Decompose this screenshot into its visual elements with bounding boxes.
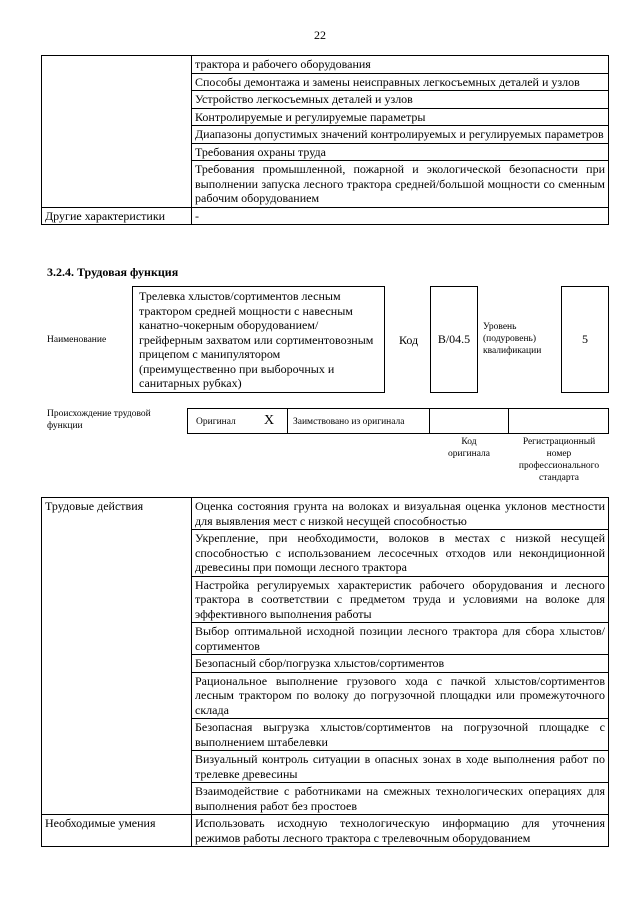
action-item: Оценка состояния грунта на волоках и визуальная оценка уклонов местности для выявления мест с низкой несущей способностью [192,498,609,530]
section-title: 3.2.4. Трудовая функция [47,265,179,279]
action-item: Настройка регулируемых характеристик рабочего оборудования и лесного трактора в соответствии с предметом труда и условиями на волоке для эффективного выполнения работы [192,576,609,623]
top-row-2: Устройство легкосъемных деталей и узлов [192,91,609,109]
origin-mark: X [264,413,275,428]
top-row-5: Требования охраны труда [192,143,609,161]
level-box [561,286,609,393]
origin-label: Происхождение трудовой функции [47,409,151,431]
table-row [42,498,609,530]
code-caption: Код оригинала [448,437,490,459]
code-box [430,286,478,393]
other-label: Другие характеристики [42,207,192,225]
origin-borrowed: Заимствовано из оригинала [293,417,405,427]
function-name-box [132,286,385,393]
top-row-6: Требования промышленной, пожарной и экологической безопасности при выполнении запуска лесного трактора средней/большой мощности со сменным рабочим оборудованием [192,161,609,208]
action-item: Взаимодействие с работниками на смежных технологических операциях для выполнения работ без простоев [192,783,609,815]
divider [508,408,509,434]
code-label: Код [399,333,419,347]
divider [287,408,288,434]
name-label: Наименование [47,335,107,345]
action-item: Выбор оптимальной исходной позиции лесного трактора для сбора хлыстов/сортиментов [192,623,609,655]
origin-original: Оригинал [196,417,236,427]
divider [429,408,430,434]
action-item: Укрепление, при необходимости, волоков в местах с низкой несущей способностью с использованием лесосечных отходов или некондиционной древесины при помощи лесного трактора [192,530,609,577]
level-value: 5 [582,332,588,347]
table-row [42,207,609,225]
top-row-0: трактора и рабочего оборудования [192,56,609,74]
page-number: 22 [314,28,326,42]
table-row [42,56,609,74]
label-cell-empty [42,56,192,208]
function-name: Трелевка хлыстов/сортиментов лесным трактором средней мощности с навесным канатно-чокерным оборудованием/ грейферным захватом или сортиментовозным прицепом с манипулятором (преимущественно при выборочных и санитарных рубках) [139,289,374,390]
actions-table [41,497,609,847]
action-item: Рациональное выполнение грузового хода с пачкой хлыстов/сортиментов лесным трактором по волоку до погрузочной площадки или промежуточного склада [192,672,609,719]
top-row-4: Диапазоны допустимых значений контролируемых и регулируемых параметров [192,126,609,144]
other-value: - [192,207,609,225]
reg-caption: Регистрационный номер профессионального стандарта [518,437,600,483]
level-label: Уровень (подуровень) квалификации [483,322,542,356]
top-row-3: Контролируемые и регулируемые параметры [192,108,609,126]
skills-label: Необходимые умения [42,815,192,847]
top-table [41,55,609,225]
action-item: Безопасный сбор/погрузка хлыстов/сортиментов [192,655,609,673]
action-item: Визуальный контроль ситуации в опасных зонах в ходе выполнения работ по трелевке древесины [192,751,609,783]
skill-item: Использовать исходную технологическую информацию для уточнения режимов работы лесного трактора с трелевочным оборудованием [192,815,609,847]
table-row [42,815,609,847]
top-row-1: Способы демонтажа и замены неисправных легкосъемных деталей и узлов [192,73,609,91]
action-item: Безопасная выгрузка хлыстов/сортиментов на погрузочной площадке с выполнением штабелевки [192,719,609,751]
code-value: B/04.5 [437,332,471,347]
actions-label: Трудовые действия [42,498,192,815]
